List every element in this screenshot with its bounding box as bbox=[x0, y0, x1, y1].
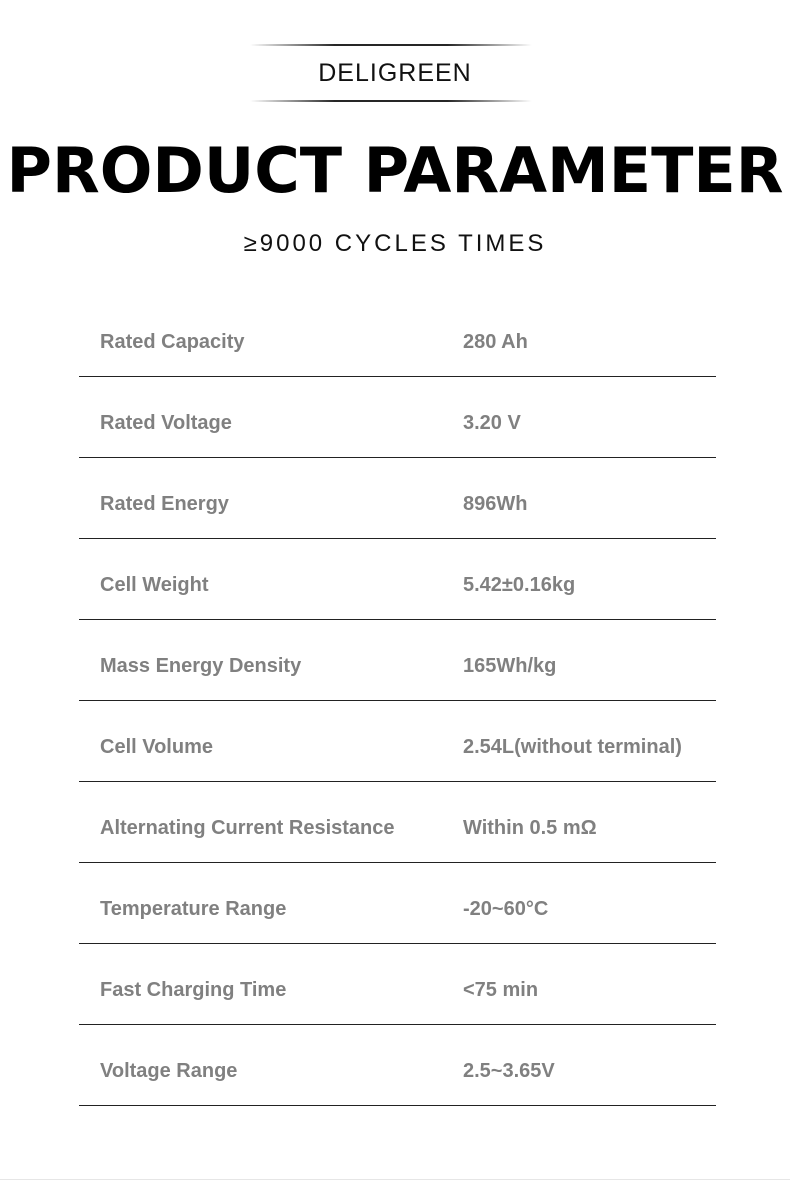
brand-bottom-divider bbox=[250, 100, 532, 102]
parameter-row bbox=[79, 782, 716, 863]
parameter-row bbox=[79, 377, 716, 458]
parameter-label: Temperature Range bbox=[100, 898, 287, 920]
page-title: PRODUCT PARAMETER bbox=[6, 134, 784, 207]
parameter-label: Cell Volume bbox=[100, 736, 213, 758]
parameter-row bbox=[79, 1025, 716, 1106]
parameter-label: Mass Energy Density bbox=[100, 655, 302, 677]
parameter-row bbox=[79, 539, 716, 620]
parameter-value: <75 min bbox=[463, 979, 539, 1001]
parameter-value: -20~60°C bbox=[463, 898, 549, 920]
parameter-table bbox=[79, 296, 716, 1106]
brand-header bbox=[0, 44, 790, 104]
parameter-value: 165Wh/kg bbox=[463, 655, 557, 677]
parameter-label: Rated Energy bbox=[100, 493, 229, 515]
parameter-value: 896Wh bbox=[463, 493, 528, 515]
parameter-row bbox=[79, 701, 716, 782]
parameter-row bbox=[79, 620, 716, 701]
brand-top-divider bbox=[250, 44, 532, 46]
parameter-value: 3.20 V bbox=[463, 412, 521, 434]
page-subtitle: ≥9000 CYCLES TIMES bbox=[243, 230, 547, 257]
parameter-value: 5.42±0.16kg bbox=[463, 574, 576, 596]
parameter-row bbox=[79, 458, 716, 539]
parameter-label: Alternating Current Resistance bbox=[100, 817, 395, 839]
parameter-value: 280 Ah bbox=[463, 331, 528, 353]
parameter-label: Rated Voltage bbox=[100, 412, 232, 434]
footer-divider bbox=[0, 1179, 790, 1180]
parameter-value: 2.54L(without terminal) bbox=[463, 736, 682, 758]
parameter-row bbox=[79, 296, 716, 377]
parameter-label: Voltage Range bbox=[100, 1060, 238, 1082]
parameter-value: 2.5~3.65V bbox=[463, 1060, 555, 1082]
parameter-label: Rated Capacity bbox=[100, 331, 245, 353]
parameter-value: Within 0.5 mΩ bbox=[463, 817, 597, 839]
parameter-label: Fast Charging Time bbox=[100, 979, 287, 1001]
brand-name: DELIGREEN bbox=[318, 59, 472, 87]
parameter-label: Cell Weight bbox=[100, 574, 209, 596]
parameter-row bbox=[79, 944, 716, 1025]
parameter-row bbox=[79, 863, 716, 944]
